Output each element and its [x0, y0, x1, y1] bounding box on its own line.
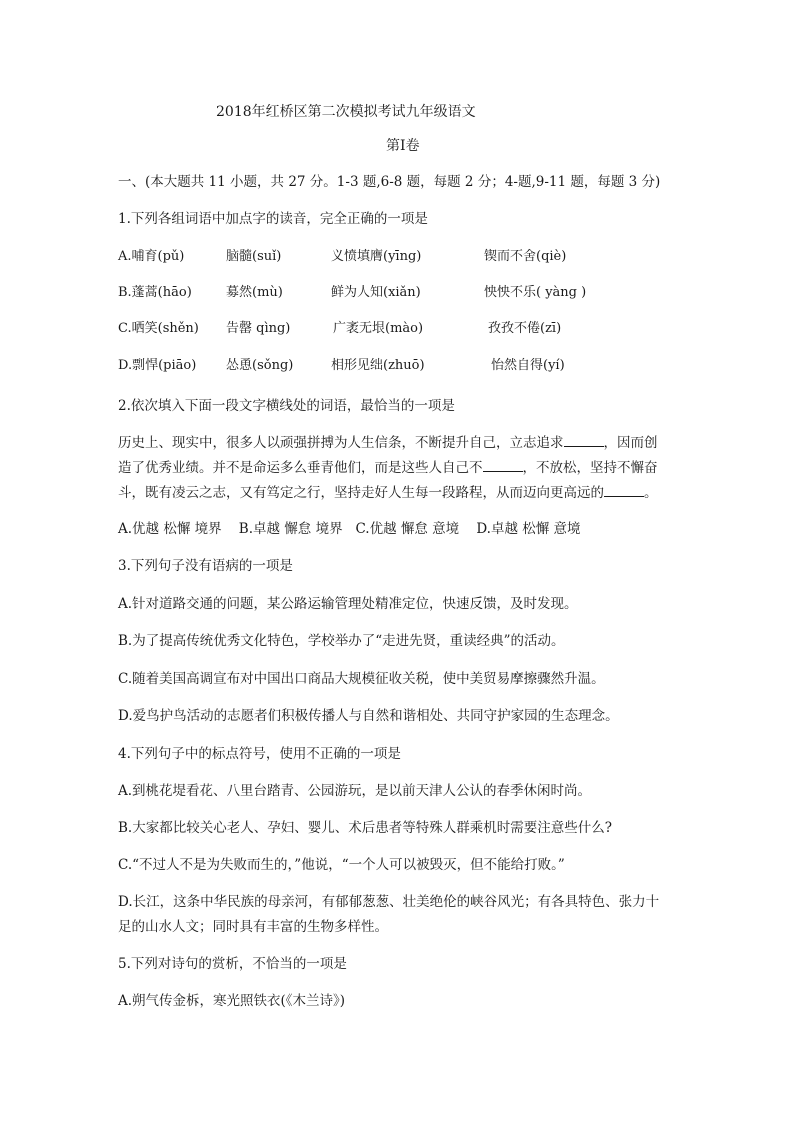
q5-stem: 5.下列对诗句的赏析，不恰当的一项是 — [118, 956, 347, 972]
q1-option-a-3: 义愤填膺(yīng) — [331, 249, 422, 264]
q2-passage-line-2 — [118, 459, 658, 477]
q1-stem: 1.下列各组词语中加点字的读音，完全正确的一项是 — [118, 211, 428, 227]
q4-option-d-line-2: 足的山水人文；同时具有丰富的生物多样性。 — [118, 919, 388, 935]
q2-passage-line-1 — [118, 434, 658, 452]
q3-stem: 3.下列句子没有语病的一项是 — [118, 558, 293, 574]
q2-passage-text-1b: ，因而创 — [603, 435, 658, 451]
q3-option-a: A.针对道路交通的问题，某公路运输管理处精准定位，快速反馈，及时发现。 — [118, 596, 578, 612]
q2-passage-text-1: 历史上、现实中，很多人以顽强拼搏为人生信条，不断提升自己，立志追求 — [118, 435, 564, 451]
q4-option-a: A.到桃花堤看花、八里台踏青、公园游玩，是以前天津人公认的春季休闲时尚。 — [118, 783, 592, 799]
q2-passage-text-3: 斗，既有凌云之志，又有笃定之行，坚持走好人生每一段路程，从而迈向更高远的 — [118, 485, 604, 501]
q2-passage-text-3b: 。 — [644, 485, 658, 501]
q5-option-a: A.朔气传金柝，寒光照铁衣(《木兰诗》) — [118, 993, 346, 1009]
q2-passage-line-3 — [118, 484, 658, 502]
q1-option-b-4: 怏怏不乐( yàng ) — [484, 285, 587, 300]
q1-option-c-2: 告罄 qìng) — [226, 321, 291, 336]
q2-passage-text-2: 造了优秀业绩。并不是命运多么垂青他们，而是这些人自己不 — [118, 460, 483, 476]
q2-passage-text-2b: ，不放松，坚持不懈奋 — [522, 460, 658, 476]
q3-option-c: C.随着美国高调宣布对中国出口商品大规模征收关税，使中美贸易摩擦骤然升温。 — [118, 671, 605, 687]
q1-option-a-2: 脑髓(suǐ) — [226, 249, 282, 264]
q4-option-d-line-1: D.长江，这条中华民族的母亲河，有郁郁葱葱、壮美绝伦的峡谷风光；有各具特色、张力十 — [118, 894, 660, 910]
q2-blank-2 — [483, 459, 523, 472]
q3-option-d: D.爱鸟护鸟活动的志愿者们积极传播人与自然和谐相处、共同守护家园的生态理念。 — [118, 708, 619, 724]
q1-option-a-4: 锲而不舍(qiè) — [484, 249, 567, 264]
q4-option-c: C.“不过人不是为失败而生的，”他说，“一个人可以被毁灭，但不能给打败。” — [118, 857, 565, 873]
q1-option-d-3: 相形见绌(zhuō) — [331, 358, 425, 373]
q1-option-a-1: A.哺育(pǔ) — [118, 249, 185, 264]
volume-label: 第Ⅰ卷 — [386, 138, 420, 154]
q1-option-c-3: 广袤无垠(mào) — [333, 321, 424, 336]
q1-option-b-2: 募然(mù) — [226, 285, 283, 300]
q1-option-d-2: 怂恿(sǒng) — [226, 358, 294, 373]
q1-option-b-1: B.蓬蒿(hāo) — [118, 285, 192, 300]
q2-blank-1 — [564, 434, 604, 447]
q3-option-b: B.为了提高传统优秀文化特色，学校举办了“走进先贤，重读经典”的活动。 — [118, 633, 565, 649]
q2-blank-3 — [604, 484, 644, 497]
q1-option-d-1: D.剽悍(piāo) — [118, 358, 197, 373]
q1-option-d-4: 怡然自得(yí) — [491, 358, 565, 373]
q2-options: A.优越 松懈 境界 B.卓越 懈怠 境界 C.优越 懈怠 意境 D.卓越 松懈 意境 — [118, 521, 581, 537]
section-intro: 一、(本大题共 11 小题，共 27 分。1-3 题,6-8 题，每题 2 分；4-题,9-11 题，每题 3 分) — [118, 174, 661, 190]
q4-stem: 4.下列句子中的标点符号，使用不正确的一项是 — [118, 746, 401, 762]
q2-stem: 2.依次填入下面一段文字横线处的词语，最恰当的一项是 — [118, 398, 455, 414]
q1-option-c-1: C.哂笑(shěn) — [118, 321, 199, 336]
exam-title: 2018年红桥区第二次模拟考试九年级语文 — [216, 104, 476, 120]
q1-option-b-3: 鲜为人知(xiǎn) — [331, 285, 421, 300]
q1-option-c-4: 孜孜不倦(zī) — [488, 321, 562, 336]
q4-option-b: B.大家都比较关心老人、孕妇、婴儿、术后患者等特殊人群乘机时需要注意些什么? — [118, 820, 612, 836]
